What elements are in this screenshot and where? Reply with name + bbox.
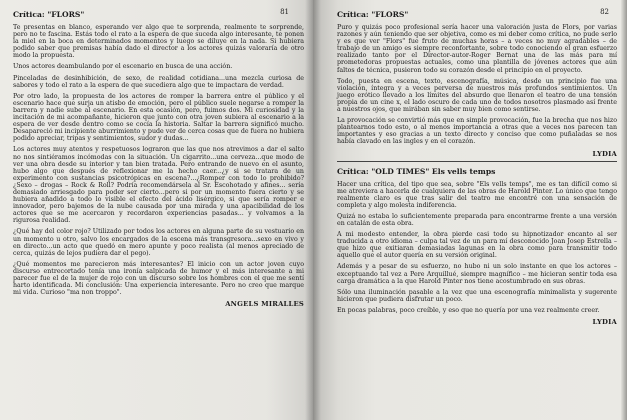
paragraph: Por otro lado, la propuesta de los actores de romper la barrera entre el público y el escenario hace que surja un atisbo de emoción, pero el público suele negarse a romper la barrera y nadie sube al escenario. En esta ocasión, pero, fuimos dos. Mi curiosidad y la incitación de mi acompañante, hicieron que junto con otra joven subiera al escenario a la espera de ver desde dentro como se cocía la historia. Saltar la barrera significó mucho. Desapareció mi incipiente aburrimiento y pude ver de cerca cosas que de fuera no hubiera podido apreciar, tripas y sentimientos, sudor y dudas... — [13, 92, 304, 143]
review-signature: LYDIA — [592, 149, 617, 158]
paragraph: Los actores muy atentos y respetuosos lograron que las que nos atrevimos a dar el salto no nos sintiéramos incómodas con la situación. Un cigarrito...una cerveza...que modo de ver una obra desde su interior y tan bien tratada. Pero entrando de nuevo en el asunto, hubo algo que después de reflexionar me la hecho caer...¿y si se tratara de un experimento con sustancias psicotrópicas en escena?...¿Romper con todo lo prohibido? ¿Sexo – drogas – Rock & Roll? Podría recomendársela al Sr. Escohotado y afines... sería demasiado arriesgado para poder ser cierto...pero si por un momento fuera cierto y se hubiera añadido a todo lo visible el efecto del ácido lisérgico, si que sería romper e innovador, pero bajemos de la nube causada por una mirada y una apacibilidad de los actores que se me acercaron y recordaron experiencias pasadas... y volvamos a la rigurosa realidad. — [13, 146, 304, 225]
paragraph: La provocación se convirtió más que en simple provocación, fue la brecha que nos hizo plantearnos todo esto, o al menos importancia a otras que a veces nos parecen tan importantes y eso gracias a un texto directo y conciso que como puñaladas se nos había clavado en las ingles y en el corazón. — [337, 117, 617, 146]
paragraph: Te presentas en blanco, esperando ver algo que te sorprenda, realmente te sorprende, pero no te fascina. Estás todo el rato a la espera de que suceda algo interesante, te ponen la miel en la boca en determinados momentos y luego se diluye en la nada. Si hubiera podido saber que premisas había dado el director a los actores quizás valoraría de otro modo la propuesta. — [13, 24, 304, 60]
paragraph: Sólo una iluminación pasable a la vez que una escenografía minimalista y sugerente hicieron que pudiera disfrutar un poco. — [337, 288, 617, 303]
paragraph: Todo, puesta en escena, texto, escenografía, música, desde un principio fue una violación, íntegra y a veces perversa de nuestros más profundos sentimientos. Un juego erótico llevado a los límites del absurdo que llenaron el teatro de una tensión propia de un cine x, el lado oscuro de cada uno de todos nosotros plasmado así frente a nuestros ojos, que mirában sin saber muy bien como sentirse. — [337, 77, 617, 114]
paragraph: Unos actores deambulando por el escenario en busca de una acción. — [13, 63, 233, 71]
review-title: Crítica: "OLD TIMES" Els vells temps — [337, 166, 496, 176]
right-page — [313, 0, 627, 420]
paragraph: Puro y quizás poco profesional sería hacer una valoración justa de Flors, por varias razones y aún teniendo que ser objetiva, como es mi deber como crítica, no pude serlo y es que ver "Flors" fue fruto de muchas horas – a veces no muy agradables – de trabajo de un amigo es siempre reconfortante, sobre todo conociendo el gran esfuerzo realizado tanto por el Director-autor-Roger Bernat una de las más para mí prometedoras propuestas actuales, como una plantilla de jóvenes actores que aún faltos de técnica, pusieron todo su corazón desde el principio en el proyecto. — [337, 24, 617, 74]
page-number: 82 — [600, 8, 609, 16]
paragraph: Además y a pesar de su esfuerzo, no hubo ni un solo instante en que los actores – exceptuando tal vez a Pere Arquillué, siempre magnífico – me hicieran sentir toda esa carga dramática a la que Harold Pinter nos tiene acostumbrado en sus obras. — [337, 263, 617, 285]
review-signature: LYDIA — [592, 318, 617, 326]
paragraph: A mi modesto entender, la obra pierde casi todo su hipnotizador encanto al ser traducida a otro idioma – culpa tal vez de un para mí desconocido Joan Josep Estrella – que hizo que exitiaran demasiadas lagunas en la obra como para transmitir todo aquello que el autor quería en su versión original. — [337, 231, 617, 260]
section-divider — [337, 161, 617, 162]
review-title: Crítica: "FLORS" — [13, 10, 85, 19]
review-title: Crítica: "FLORS" — [337, 10, 409, 19]
paragraph: Hacer una crítica, del tipo que sea, sobre "Els vells temps", me es tan difícil como si me atreviera a hacerla de cualquiera de las obras de Harold Pinter. Lo único que tengo realmente claro es que tras salir del teatro me encontré con una sensación de completa y algo molesta indiferencia. — [337, 180, 617, 209]
page-edge — [621, 0, 627, 420]
paragraph: En pocas palabras, poco creíble, y eso que no quería por una vez realmente creer. — [337, 306, 600, 314]
review-flors — [337, 10, 617, 158]
paragraph: Pinceladas de desinhibición, de sexo, de realidad cotidiana...una mezcla curiosa de sabores y todo el rato a la espera de que sucediera algo que te impactara de verdad. — [13, 74, 304, 89]
paragraph: Quizá no estaba lo suficientemente preparada para encontrarme frente a una versión en catalán de esta obra. — [337, 212, 617, 227]
paragraph: ¿Qué momentos me parecieron más interesantes? El inicio con un actor joven cuyo discurso entrecortado tenía una ironía salpicada de humor y el más interesante a mi parecer fue el de la mujer de rojo con un discurso sobre los hombres con el que me sentí harto identificada. Mi conclusión: Una experiencia interesante. Pero no creo que marque mi vida. Curioso "ma non troppo". — [13, 260, 304, 297]
left-page — [0, 0, 313, 420]
book-gutter — [305, 0, 321, 420]
page-number: 81 — [280, 8, 289, 16]
paragraph: ¿Qué hay del color rojo? Utilizado por todos los actores en alguna parte de su vestuario en un momento u otro, salvo los encargados de la escena más transgresora...sexo en vivo y en directo...un acto que quedó en mero apunte y poco realista (al menos apreciado de cerca, quizás de lejos pudiera dar el pego). — [13, 228, 304, 257]
review-old-times — [337, 167, 617, 327]
review-signature: ANGELS MIRALLES — [225, 300, 304, 309]
